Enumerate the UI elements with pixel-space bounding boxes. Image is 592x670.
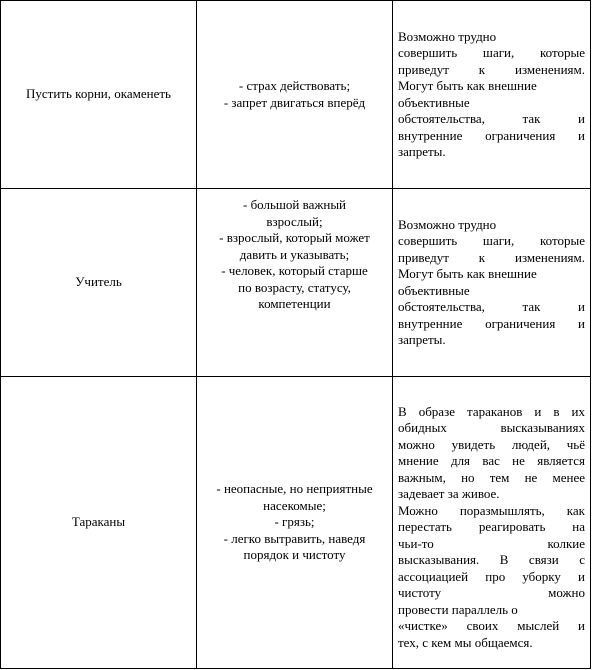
description-line: взрослый; bbox=[266, 213, 323, 229]
interpretation-line: чьи-то колкие bbox=[398, 535, 585, 551]
table-row bbox=[1, 189, 591, 377]
interpretation-line: совершить шаги, которые bbox=[398, 233, 585, 248]
interpretation-line: приведут к изменениям. bbox=[398, 249, 585, 265]
interpretation-line: Могут быть как внешние bbox=[398, 78, 537, 93]
interpretation-line: приведут к изменениям. bbox=[398, 61, 585, 77]
description-line: давить и указывать; bbox=[239, 246, 350, 262]
image-name-cell bbox=[1, 189, 197, 377]
description-cell bbox=[197, 377, 393, 669]
description-line: - взрослый, который может bbox=[219, 230, 370, 245]
description-line: компетенции bbox=[258, 296, 331, 311]
interpretation-line: обстоятельства, так и bbox=[398, 299, 585, 314]
description-line: порядок и чистоту bbox=[243, 547, 346, 563]
description-line: - большой важный bbox=[242, 197, 347, 212]
interpretation-cell bbox=[393, 189, 591, 377]
description-line: по возрасту, статусу, bbox=[238, 279, 351, 295]
interpretation-line: высказывания. В связи с bbox=[398, 552, 585, 568]
interpretation-line: важным, но тем не менее bbox=[398, 469, 585, 485]
interpretation-line: совершить шаги, которые bbox=[398, 45, 585, 60]
interpretation-line: тех, с кем мы общаемся. bbox=[398, 634, 533, 650]
interpretation-cell bbox=[393, 377, 591, 669]
description-line: насекомые; bbox=[263, 497, 326, 513]
interpretation-line: объективные bbox=[398, 282, 470, 298]
interpretation-line: внутренние ограничения и bbox=[398, 127, 585, 143]
description-cell bbox=[197, 189, 393, 377]
interpretation-line: Можно поразмышлять, как bbox=[398, 502, 585, 518]
interpretation-line: мнение для вас не является bbox=[398, 453, 585, 469]
interpretation-line: Возможно трудно bbox=[398, 216, 497, 232]
interpretation-line: обидных высказываниях bbox=[398, 420, 585, 436]
interpretation-line: чистоту можно bbox=[398, 585, 585, 601]
description-line: - человек, который старше bbox=[221, 263, 368, 278]
interpretation-line: «чистке» своих мыслей и bbox=[398, 618, 585, 634]
interpretation-line: объективные bbox=[398, 94, 470, 110]
interpretation-line: запреты. bbox=[398, 332, 446, 347]
interpretation-line: внутренние ограничения и bbox=[398, 315, 585, 331]
description-line: - грязь; bbox=[274, 514, 315, 530]
interpretation-cell bbox=[393, 1, 591, 189]
interpretation-line: Возможно трудно bbox=[398, 28, 497, 44]
image-name: Тараканы bbox=[71, 514, 126, 530]
image-name: Учитель bbox=[75, 274, 122, 290]
interpretation-line: Могут быть как внешние bbox=[398, 266, 537, 281]
table-row bbox=[1, 377, 591, 669]
image-name: Пустить корни, окаменеть bbox=[26, 86, 171, 102]
description-line: - страх действовать; bbox=[238, 78, 351, 93]
table-row bbox=[1, 1, 591, 189]
interpretation-line: можно увидеть людей, чьё bbox=[398, 436, 585, 452]
interpretation-line: В образе тараканов и в их bbox=[398, 403, 585, 419]
description-line: - неопасные, но неприятные bbox=[216, 481, 373, 497]
interpretation-line: запреты. bbox=[398, 144, 446, 159]
interpretation-line: ассоциацией про уборку и bbox=[398, 568, 585, 584]
image-name-cell bbox=[1, 377, 197, 669]
interpretation-line: перестать реагировать на bbox=[398, 519, 585, 535]
description-cell bbox=[197, 1, 393, 189]
description-line: - запрет двигаться вперёд bbox=[223, 94, 366, 110]
image-name-cell bbox=[1, 1, 197, 189]
description-line: - легко вытравить, наведя bbox=[223, 530, 366, 546]
interpretation-line: задевает за живое. bbox=[398, 486, 500, 502]
interpretation-line: обстоятельства, так и bbox=[398, 111, 585, 126]
interpretation-line: провести параллель о bbox=[398, 601, 518, 617]
